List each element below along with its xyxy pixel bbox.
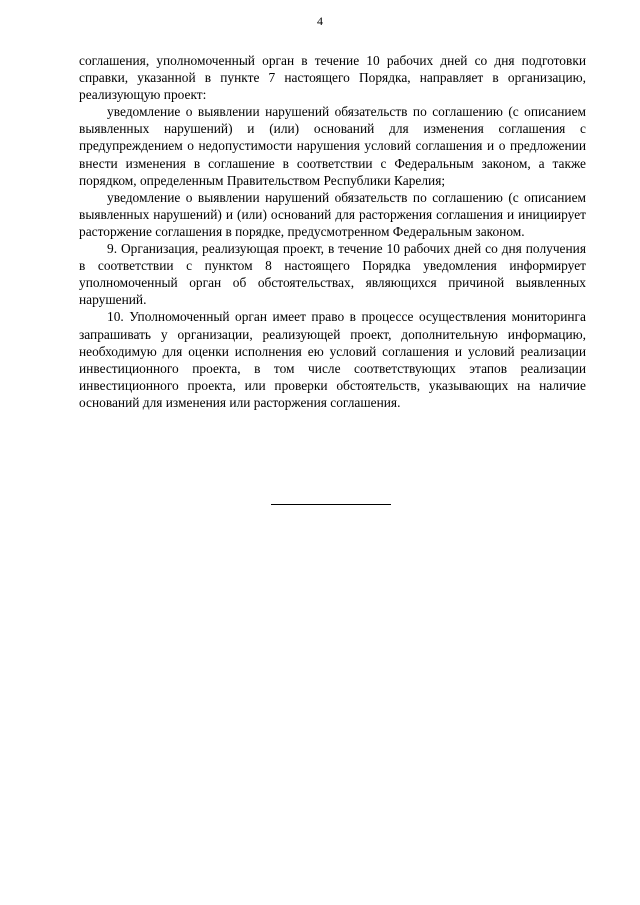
paragraph-continuation: соглашения, уполномоченный орган в течение 10 рабочих дней со дня подготовки справки, указанной в пункте 7 настоящего Порядка, направляет в организацию, реализующую проект: — [79, 53, 586, 103]
paragraph-clause-10: 10. Уполномоченный орган имеет право в процессе осуществления мониторинга запрашивать у организации, реализующей проект, дополнительную информацию, необходимую для оценки исполнения ею условий соглашения и условий реализации инвестиционного проекта, в том числе соответствующих этапов реализации инвестиционного проекта, или проверки обстоятельств, указывающих на наличие оснований для изменения или расторжения соглашения. — [79, 309, 586, 410]
paragraph-notice-change: уведомление о выявлении нарушений обязательств по соглашению (с описанием выявленных нарушений) и (или) оснований для изменения соглашения с предупреждением о недопустимости нарушения условий соглашения и о предложении внести изменения в соглашение в соответствии с Федеральным законом, а также порядком, определенным Правительством Республики Карелия; — [79, 104, 586, 188]
document-body — [79, 52, 586, 411]
paragraph-notice-termination: уведомление о выявлении нарушений обязательств по соглашению (с описанием выявленных нарушений) и (или) оснований для расторжения соглашения и инициирует расторжение соглашения в порядке, предусмотренном Федеральным законом. — [79, 189, 586, 239]
end-separator-line — [271, 504, 391, 505]
paragraph-clause-9: 9. Организация, реализующая проект, в течение 10 рабочих дней со дня получения в соответствии с пунктом 8 настоящего Порядка уведомления информирует уполномоченный орган об обстоятельствах, являющихся причиной выявленных нарушений. — [79, 241, 586, 308]
page-number: 4 — [317, 14, 323, 28]
